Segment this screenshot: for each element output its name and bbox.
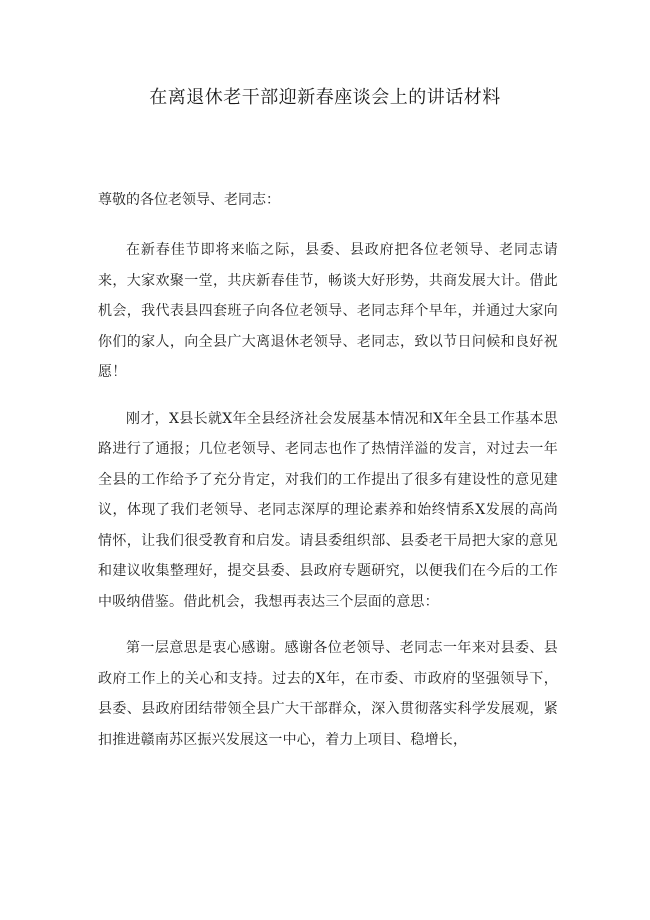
paragraph-1: 在新春佳节即将来临之际，县委、县政府把各位老领导、老同志请来，大家欢聚一堂，共庆新春佳节，畅谈大好形势，共商发展大计。借此机会，我代表县四套班子向各位老领导、老同志拜个早年，并通过大家向你们的家人，向全县广大离退休老领导、老同志，致以节日问候和良好祝愿！	[98, 242, 558, 380]
paragraph-2: 刚才，X县长就X年全县经济社会发展基本情况和X年全县工作基本思路进行了通报；几位老领导、老同志也作了热情洋溢的发言，对过去一年全县的工作给予了充分肯定，对我们的工作提出了很多有建设性的意见建议，体现了我们老领导、老同志深厚的理论素养和始终情系X发展的高尚情怀，让我们很受教育和启发。请县委组织部、县委老干局把大家的意见和建议收集整理好，提交县委、县政府专题研究，以便我们在今后的工作中吸纳借鉴。借此机会，我想再表达三个层面的意思：	[98, 410, 558, 610]
document-body	[98, 185, 558, 771]
document-title: 在离退休老干部迎新春座谈会上的讲话材料	[149, 87, 501, 108]
salutation: 尊敬的各位老领导、老同志：	[98, 192, 280, 208]
paragraph-3: 第一层意思是衷心感谢。感谢各位老领导、老同志一年来对县委、县政府工作上的关心和支持。过去的X年，在市委、市政府的坚强领导下，县委、县政府团结带领全县广大干部群众，深入贯彻落实科学发展观，紧扣推进赣南苏区振兴发展这一中心，着力上项目、稳增长，	[98, 640, 558, 748]
